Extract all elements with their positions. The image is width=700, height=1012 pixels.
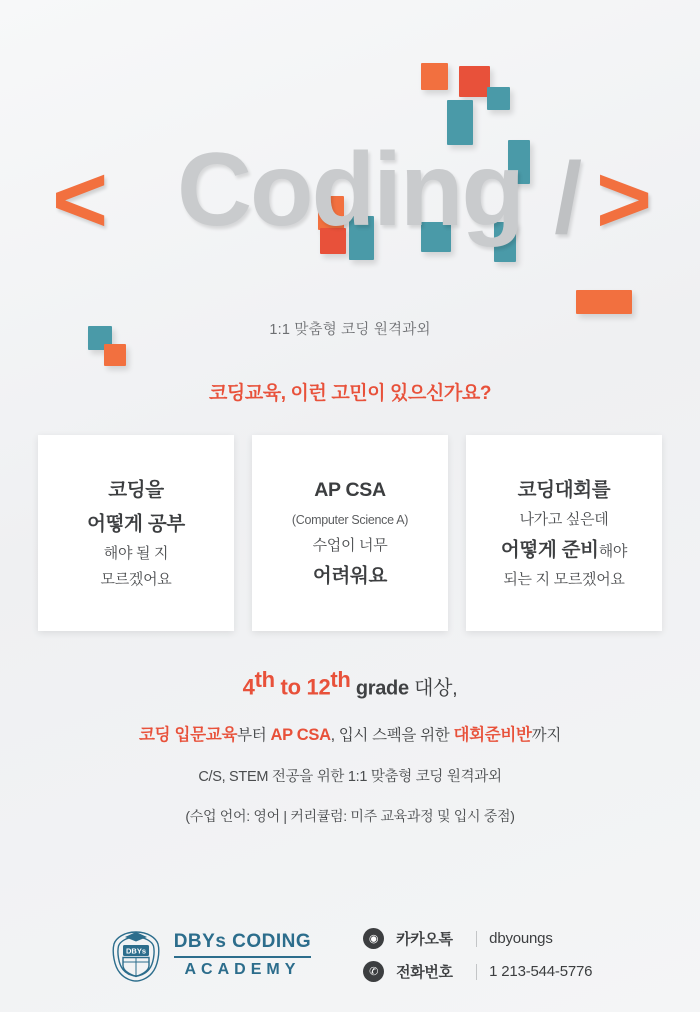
phone-icon: ✆ <box>363 961 384 982</box>
kakaotalk-icon: ◉ <box>363 928 384 949</box>
card-apcsa <box>252 435 448 631</box>
decorative-cube <box>576 290 632 314</box>
card-line: 모르겠어요 <box>100 571 172 589</box>
card-line: (Computer Science A) <box>291 512 409 527</box>
contact-row-phone[interactable] <box>363 961 592 982</box>
card-line <box>501 533 627 567</box>
card-line: 해야 될 지 <box>103 544 169 562</box>
grade-target-suffix: 대상, <box>408 677 458 700</box>
curriculum-part-apcsa: AP CSA <box>270 725 331 744</box>
brand-divider <box>174 956 311 958</box>
note-line: (수업 언어: 영어 | 커리큘럼: 미주 교육과정 및 입시 중점) <box>185 807 515 824</box>
contact-divider <box>476 964 477 980</box>
grade-word: grade <box>350 677 409 700</box>
card-line-bold: 어떻게 준비 <box>500 539 599 561</box>
hero-section <box>0 0 700 320</box>
card-line: 코딩대회를 <box>517 478 611 501</box>
curriculum-part-until: 까지 <box>531 726 562 744</box>
brand-wordmark <box>174 931 311 979</box>
card-line: AP CSA <box>314 478 386 501</box>
major-line: C/S, STEM 전공을 위한 1:1 맞춤형 코딩 원격과외 <box>198 768 502 785</box>
contact-value: dbyoungs <box>489 930 553 947</box>
grade-to: to <box>274 674 307 700</box>
curriculum-part-spec: , 입시 스펙을 위한 <box>330 726 454 744</box>
brand-name-top: DBYs CODING <box>173 931 312 952</box>
decorative-cube <box>421 63 448 90</box>
grade-line <box>0 667 700 701</box>
grade-start-number: 4 <box>242 674 255 700</box>
card-line-rest: 해야 <box>598 543 628 560</box>
pain-point-cards <box>0 435 700 631</box>
angle-bracket-left-icon: < <box>52 146 109 253</box>
card-line: 어려워요 <box>312 565 388 588</box>
slash-icon: / <box>554 142 582 254</box>
footer <box>0 926 700 984</box>
card-line: 어떻게 공부 <box>87 512 185 535</box>
curriculum-part-contest: 대회준비반 <box>453 725 532 744</box>
decorative-cube <box>104 344 126 366</box>
contact-value: 1 213-544-5776 <box>489 963 593 980</box>
contact-row-kakaotalk[interactable] <box>363 928 592 949</box>
section-headline: 코딩교육, 이런 고민이 있으신가요? <box>208 383 492 404</box>
curriculum-part-from: 부터 <box>237 726 271 744</box>
hero-title: Coding <box>176 132 524 248</box>
card-study <box>38 435 234 631</box>
svg-text:DBYs: DBYs <box>125 946 146 956</box>
decorative-cube <box>487 87 510 110</box>
curriculum-line <box>0 721 700 745</box>
brand-logo <box>108 926 311 984</box>
grade-end-number: 12 <box>306 674 331 700</box>
card-line: 수업이 너무 <box>312 537 388 554</box>
card-contest <box>466 435 662 631</box>
contact-divider <box>476 931 477 947</box>
grade-end-suffix: th <box>330 667 351 692</box>
grade-start-suffix: th <box>254 667 275 692</box>
contact-label: 전화번호 <box>396 964 453 981</box>
middle-text-block <box>0 667 700 826</box>
card-line: 되는 지 모르겠어요 <box>503 571 625 589</box>
contact-label: 카카오톡 <box>396 931 453 948</box>
brand-name-bottom: ACADEMY <box>184 961 301 978</box>
contact-block <box>363 928 592 982</box>
curriculum-part-intro: 코딩 입문교육 <box>138 725 238 744</box>
hero-subtitle: 1:1 맞춤형 코딩 원격과외 <box>269 322 431 338</box>
crest-icon <box>108 926 164 984</box>
decorative-cube <box>459 66 490 97</box>
card-line: 코딩을 <box>108 478 164 501</box>
card-line: 나가고 싶은데 <box>519 510 609 528</box>
angle-bracket-right-icon: > <box>595 146 652 253</box>
